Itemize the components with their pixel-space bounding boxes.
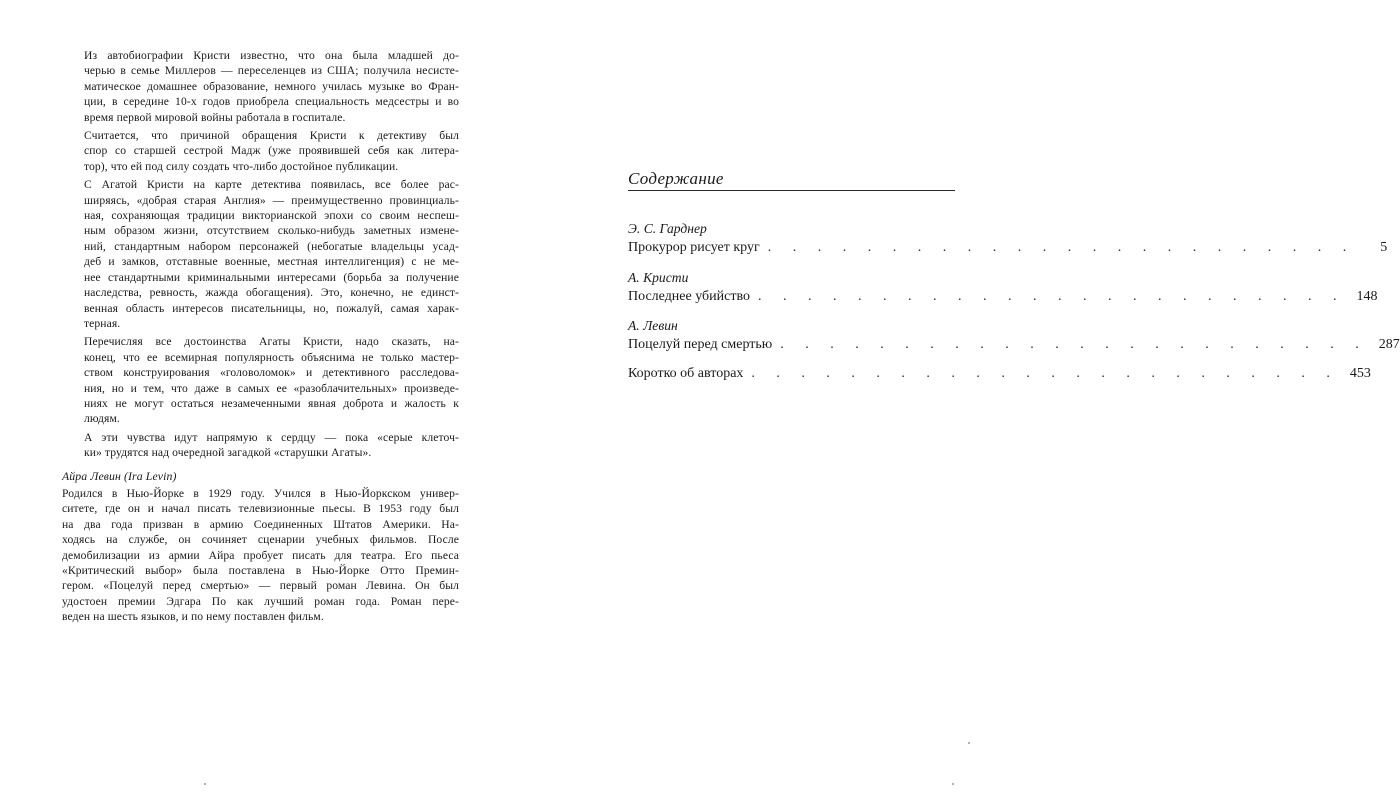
toc-entry <box>628 317 1400 354</box>
text-line: демобилизации из армии Айра пробует писать для театра. Его пьеса <box>62 548 459 562</box>
scan-speck <box>968 742 970 744</box>
text-line: веден на шесть языков, и по нему поставлен фильм. <box>62 610 324 624</box>
text-line: ством конструирования «головоломок» и детективного расследова- <box>84 366 459 380</box>
toc-entry-title[interactable]: Последнее убийство <box>628 289 751 304</box>
left-page <box>0 0 500 800</box>
text-line: Считается, что причиной обращения Кристи к детективу был <box>84 129 459 143</box>
text-line: деб и замков, отставные военные, местная интеллигенция) с не ме- <box>84 255 459 269</box>
toc-entry <box>628 269 1378 306</box>
author-bio <box>62 486 459 625</box>
text-line: терная. <box>84 316 121 330</box>
text-line: ная, сохраняющая традиции викторианской эпохи со своим неспеш- <box>84 209 459 223</box>
text-line: на два года призван в армию Соединенных Штатов Америки. На- <box>62 517 459 531</box>
text-line: людям. <box>84 412 120 426</box>
text-line: удостоен премии Эдгара По как лучший роман года. Роман пере- <box>62 594 459 608</box>
toc-leader-dots: . . . . . . . . . . . . . . . . . . . . . . . . <box>767 240 1356 255</box>
text-line: спор со старшей сестрой Мадж (уже проявившей себя как литера- <box>84 144 459 158</box>
text-line: ходясь на службе, он сочиняет сценарии учебных фильмов. После <box>62 533 459 547</box>
toc-entry-page: 148 <box>1356 289 1378 304</box>
text-line: гером. «Поцелуй перед смертью» — первый роман Левина. Он был <box>62 579 459 593</box>
toc-entry-title[interactable]: Коротко об авторах <box>628 366 744 381</box>
paragraph-2 <box>62 128 459 174</box>
toc-entry-author: Э. С. Гарднер <box>628 221 707 236</box>
text-line: Родился в Нью-Йорке в 1929 году. Учился в Нью-Йоркском универ- <box>62 486 459 500</box>
toc-leader-dots: . . . . . . . . . . . . . . . . . . . . . . . . <box>751 366 1339 381</box>
text-line: ситете, где он и начал писать телевизионные пьесы. В 1953 году был <box>62 502 459 516</box>
toc-leader-dots: . . . . . . . . . . . . . . . . . . . . . . . . <box>758 289 1346 304</box>
text-line: нее стандартными криминальными интересами (борьба за получение <box>84 270 459 284</box>
toc-entry-author: А. Кристи <box>628 270 689 285</box>
text-line: С Агатой Кристи на карте детектива появилась, все более рас- <box>84 178 459 192</box>
text-line: ширяясь, «добрая старая Англия» — преимущественно провинциаль- <box>84 193 459 207</box>
text-line: ции, в середине 10-х годов приобрела специальность медсестры и во <box>84 95 459 109</box>
text-line: Из автобиографии Кристи известно, что она была младшей до- <box>84 49 459 62</box>
text-line: ным образом жизни, отсутствием сколько-нибудь заметных измене- <box>84 224 459 238</box>
toc-divider <box>628 190 955 191</box>
paragraph-3 <box>62 177 459 331</box>
text-line: ния, но и тем, что даже в самых ее «разоблачительных» произведе- <box>84 381 459 395</box>
toc-entry-page: 5 <box>1380 240 1388 255</box>
text-line: конец, что ее всемирная популярность объяснима не только мастер- <box>84 350 459 364</box>
toc-entry-page: 453 <box>1349 366 1371 381</box>
text-line: черью в семье Миллеров — переселенцев из США; получила несисте- <box>84 64 459 78</box>
toc-title: Содержание <box>628 169 724 188</box>
text-line: матическое домашнее образование, немного училась музыке во Фран- <box>84 79 459 93</box>
scan-speck <box>204 783 206 785</box>
afterword-text <box>62 48 459 625</box>
toc-entry-row[interactable] <box>628 238 1388 257</box>
toc-entry <box>628 364 1371 383</box>
toc-entry-author: А. Левин <box>628 318 678 333</box>
text-line: время первой мировой войны работала в госпитале. <box>84 110 346 124</box>
toc-leader-dots: . . . . . . . . . . . . . . . . . . . . . . . . <box>780 337 1368 352</box>
text-line: «Критический выбор» была поставлена в Нью-Йорке Отто Премин- <box>62 564 459 577</box>
toc-entry-row[interactable] <box>628 335 1400 354</box>
scan-speck <box>952 783 954 785</box>
toc-entry-title[interactable]: Прокурор рисует круг <box>628 240 760 255</box>
toc-entry-title[interactable]: Поцелуй перед смертью <box>628 337 773 352</box>
paragraph-4 <box>62 334 459 426</box>
text-line: наследства, ревность, жажда обогащения). Это, конечно, не единст- <box>84 286 459 300</box>
author-heading: Айра Левин (Ira Levin) <box>62 468 177 483</box>
toc-entry-row[interactable] <box>628 287 1378 306</box>
table-of-contents <box>628 220 1400 393</box>
text-line: ниях не могут остаться незамеченными явная доброта и жалость к <box>84 396 459 410</box>
text-line: А эти чувства идут напрямую к сердцу — пока «серые клеточ- <box>84 430 459 444</box>
paragraph-1 <box>62 48 459 125</box>
text-line: Перечисляя все достоинства Агаты Кристи, надо сказать, на- <box>84 335 459 349</box>
paragraph-5 <box>62 430 459 461</box>
text-line: тор), что ей под силу создать что-либо достойное публикации. <box>84 159 399 173</box>
text-line: ки» трудятся над очередной загадкой «старушки Агаты». <box>84 446 372 460</box>
toc-entry-page: 287 <box>1378 337 1400 352</box>
toc-entry <box>628 220 1388 257</box>
text-line: ний, стандартным набором персонажей (небогатые владельцы усад- <box>84 239 459 253</box>
text-line: венная область интересов писательницы, но, пожалуй, самая харак- <box>84 301 459 315</box>
right-page <box>500 0 1400 800</box>
toc-entry-row[interactable] <box>628 364 1371 383</box>
